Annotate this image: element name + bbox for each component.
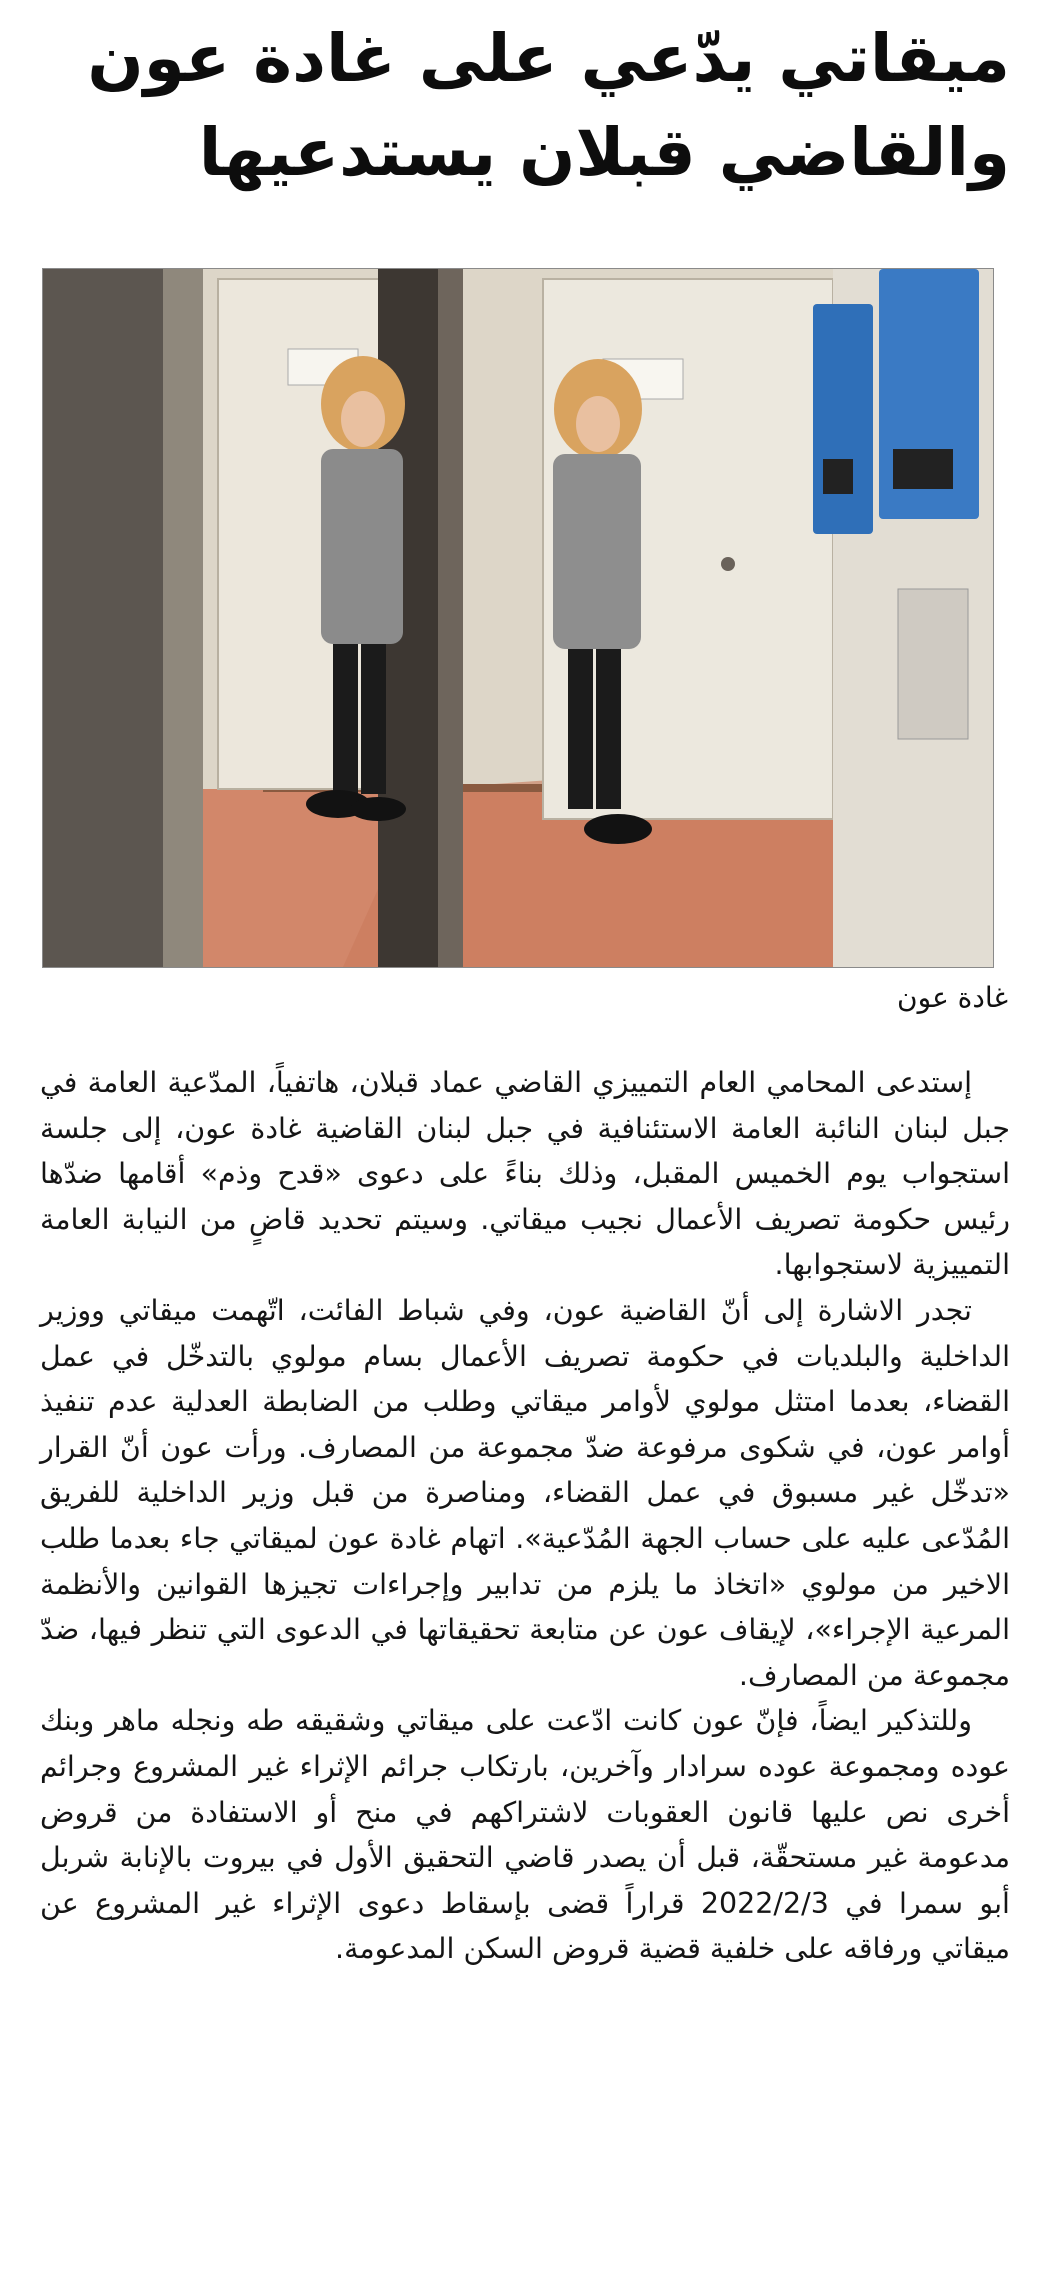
headline-line-2: والقاضي قبلان يستدعيها xyxy=(198,114,1010,191)
headline xyxy=(40,0,1010,200)
photo-electrical-box-1 xyxy=(813,304,873,534)
article-body xyxy=(40,1060,1010,1972)
headline-line-1: ميقاتي يدّعي على غادة عون xyxy=(87,20,1010,97)
paragraph-2: تجدر الاشارة إلى أنّ القاضية عون، وفي شباط الفائت، اتّهمت ميقاتي ووزير الداخلية والبلديات في حكومة تصريف الأعمال بسام مولوي بالتدخّل في عمل القضاء، بعدما امتثل مولوي لأوامر ميقاتي وطلب من الضابطة العدلية عدم تنفيذ أوامر عون، في شكوى مرفوعة ضدّ مجموعة من المصارف. ورأت عون أنّ القرار «تدخّل غير مسبوق في عمل القضاء، ومناصرة من قبل وزير الداخلية للفريق المُدّعى عليه على حساب الجهة المُدّعية». اتهام غادة عون لميقاتي جاء بعدما طلب الاخير من مولوي «اتخاذ ما يلزم من تدابير وإجراءات تجيزها القوانين والأنظمة المرعية الإجراء»، لإيقاف عون عن متابعة تحقيقاتها في الدعوى التي تنظر فيها، ضدّ مجموعة من المصارف. xyxy=(40,1293,1010,1692)
photo-illustration xyxy=(43,269,993,967)
article-photo xyxy=(42,268,994,968)
photo-caption: غادة عون xyxy=(897,981,1008,1014)
paragraph-1: إستدعى المحامي العام التمييزي القاضي عماد قبلان، هاتفياً، المدّعية العامة في جبل لبنان النائبة العامة الاستئنافية في جبل لبنان القاضية غادة عون، إلى جلسة استجواب يوم الخميس المقبل، وذلك بناءً على دعوى «قدح وذم» أقامها ضدّها رئيس حكومة تصريف الأعمال نجيب ميقاتي. وسيتم تحديد قاضٍ من النيابة العامة التمييزية لاستجوابها. xyxy=(40,1066,1010,1282)
photo-left-frame xyxy=(43,269,163,967)
paragraph-3: وللتذكير ايضاً، فإنّ عون كانت ادّعت على ميقاتي وشقيقه طه ونجله ماهر وبنك عوده ومجموعة عوده سرادار وآخرين، بارتكاب جرائم الإثراء غير المشروع وجرائم أخرى نص عليها قانون العقوبات لاشتراكهم في منح أو الاستفادة من قروض مدعومة غير مستحقّة، قبل أن يصدر قاضي التحقيق الأول في بيروت بالإنابة شربل أبو سمرا في 2022/2/3 قراراً قضى بإسقاط دعوى الإثراء غير المشروع عن ميقاتي ورفاقه على خلفية قضية قروض السكن المدعومة. xyxy=(40,1704,1010,1966)
